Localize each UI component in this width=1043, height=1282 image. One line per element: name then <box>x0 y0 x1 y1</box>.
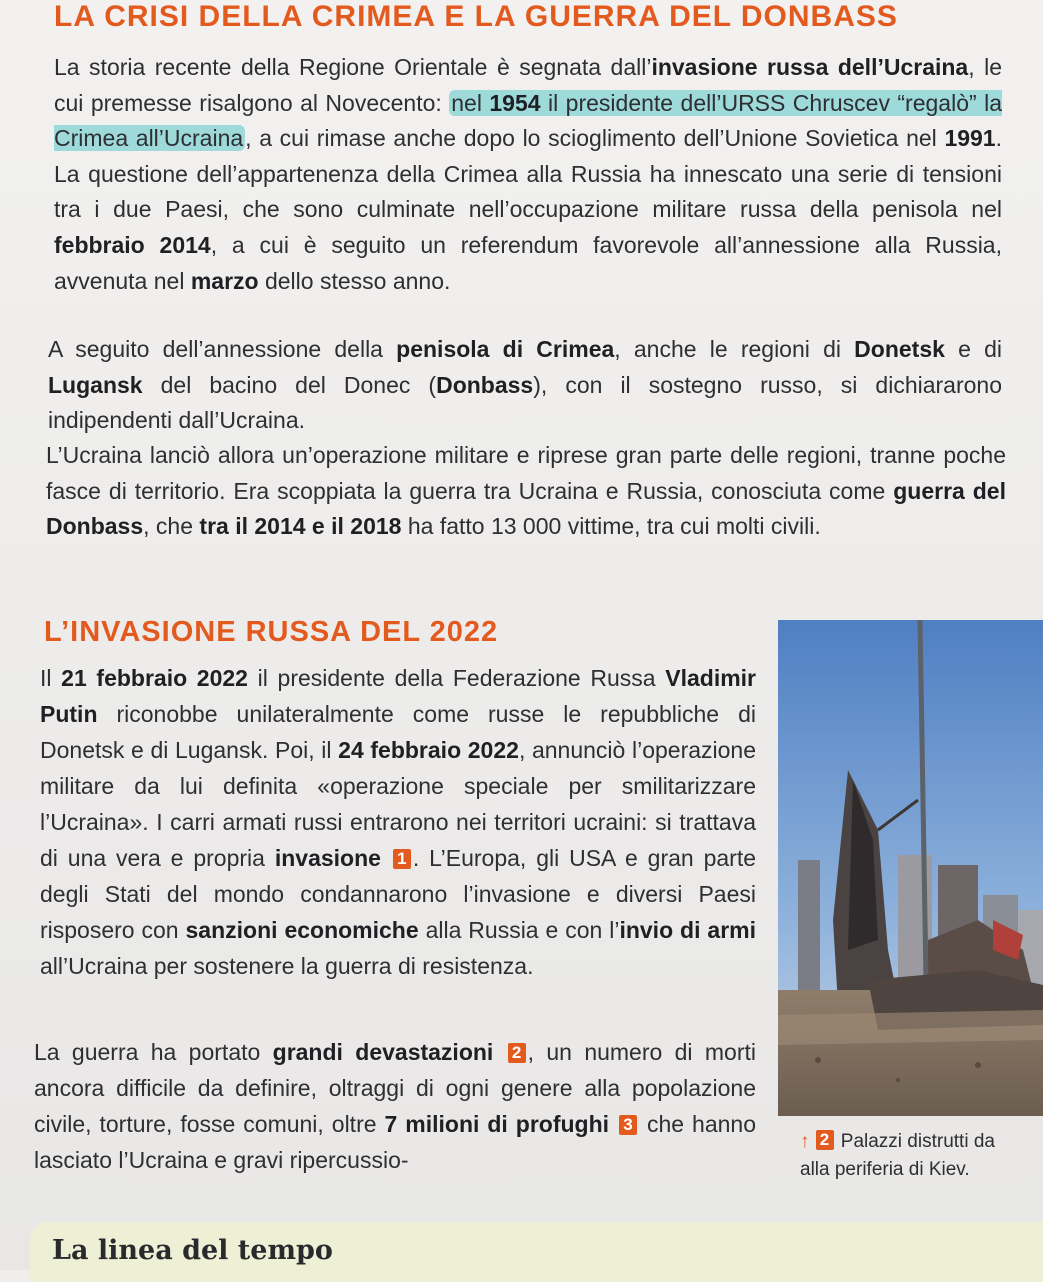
bold-text: grandi devastazioni <box>272 1039 494 1065</box>
text-run: il presidente dell’URSS Chruscev “regalò” la Crimea all’Ucraina <box>54 89 1003 152</box>
bold-text: Donetsk <box>854 336 945 362</box>
photo-caption <box>800 1128 1043 1184</box>
text-run: , un numero di morti ancora difficile da definire, oltraggi di ogni genere alla popolazione civile, torture, fosse comuni, oltre <box>34 1039 756 1137</box>
arrow-up-icon: ↑ <box>800 1131 810 1152</box>
bold-text: guerra del Donbass <box>46 477 1006 540</box>
text-run: del bacino del Donec ( <box>142 371 437 398</box>
bold-text: invasione russa dell’Ucraina <box>651 54 969 80</box>
figure-reference-badge: 2 <box>508 1043 526 1063</box>
text-run: alla Russia e con l’ <box>418 917 620 943</box>
caption-text-line-2: alla periferia di Kiev. <box>800 1159 970 1180</box>
section-title-crimea: LA CRISI DELLA CRIMEA E LA GUERRA DEL DONBASS <box>54 0 898 33</box>
text-run: , che <box>143 513 200 540</box>
text-run: , le cui premesse risalgono al Novecento: <box>54 54 1002 116</box>
text-run: . L’Europa, gli USA e gran parte degli Stati del mondo condannarono l’invasione e diversi Paesi risposero con <box>40 845 757 943</box>
bold-text: febbraio 2014 <box>54 231 211 258</box>
bold-text: 21 febbraio 2022 <box>61 665 248 691</box>
text-run: . La questione dell’appartenenza della Crimea alla Russia ha innescato una serie di tensioni tra i due Paesi, che sono culminate nell’occupazione militare russa della penisola nel <box>54 125 1002 223</box>
text-run: e di <box>944 336 1002 362</box>
bold-text: sanzioni economiche <box>185 917 419 943</box>
text-run: ), con il sostegno russo, si dichiararono indipendenti dall’Ucraina. <box>48 371 1002 434</box>
text-run: dello stesso anno. <box>258 267 451 294</box>
photo-illustration <box>778 620 1043 1116</box>
caption-number-badge: 2 <box>816 1130 834 1150</box>
text-run: , anche le regioni di <box>614 336 855 362</box>
caption-line-1 <box>800 1128 1043 1156</box>
text-run: La storia recente della Regione Orientale è segnata dall’ <box>54 54 652 80</box>
section-title-invasion-2022: L’INVASIONE RUSSA DEL 2022 <box>44 616 499 648</box>
paragraph-donbass-war <box>46 438 1006 545</box>
bold-text: Vladimir Putin <box>40 665 757 727</box>
text-run: , a cui rimase anche dopo lo scioglimento dell’Unione Sovietica nel <box>245 125 945 152</box>
paragraph-invasion <box>40 660 756 984</box>
bold-text: 24 febbraio 2022 <box>338 737 519 763</box>
text-run: all’Ucraina per sostenere la guerra di resistenza. <box>40 953 534 979</box>
destroyed-buildings-photo <box>778 620 1043 1116</box>
bold-text: 1991 <box>944 125 996 152</box>
text-run: ha fatto 13 000 vittime, tra cui molti civili. <box>401 513 821 540</box>
text-run: , annunciò l’operazione militare da lui definita «operazione speciale per smilitarizzare l’Ucraina». I carri armati russi entrarono nei territori ucraini: si trattava di una vera e propria <box>40 737 757 871</box>
text-run: che hanno lasciato l’Ucraina e gravi ripercussio- <box>34 1111 757 1173</box>
bold-text: invio di armi <box>619 917 756 943</box>
bold-text: 7 milioni di profughi <box>384 1111 610 1137</box>
caption-text: Palazzi distrutti da <box>840 1131 995 1152</box>
figure-reference-badge: 1 <box>393 849 411 869</box>
text-run: La guerra ha portato <box>34 1039 273 1065</box>
text-run: Il <box>40 665 62 691</box>
bold-text: marzo <box>190 267 259 294</box>
text-run: riconobbe unilateralmente come russe le repubbliche di Donetsk e di Lugansk. Poi, il <box>40 701 756 763</box>
paragraph-donbass-independence <box>48 332 1002 439</box>
figure-reference-badge: 3 <box>619 1115 637 1135</box>
bold-text: 1954 <box>489 89 541 116</box>
bold-text: penisola di Crimea <box>396 336 615 362</box>
timeline-title: La linea del tempo <box>52 1235 333 1266</box>
text-run: nel <box>451 89 490 116</box>
text-run: , a cui è seguito un referendum favorevole all’annessione alla Russia, avvenuta nel <box>54 231 1002 294</box>
bold-text: tra il 2014 e il 2018 <box>199 513 402 540</box>
paragraph-crimea-history <box>54 50 1002 299</box>
paragraph-devastation <box>34 1034 756 1178</box>
bold-text: Donbass <box>436 371 534 398</box>
bold-text: invasione <box>274 845 381 871</box>
text-run: il presidente della Federazione Russa <box>247 665 666 691</box>
text-run: A seguito dell’annessione della <box>48 336 397 362</box>
text-run: L’Ucraina lanciò allora un’operazione militare e riprese gran parte delle regioni, tranne poche fasce di territorio. Era scoppiata la guerra tra Ucraina e Russia, conosciuta come <box>46 442 1006 504</box>
bold-text: Lugansk <box>48 371 143 398</box>
